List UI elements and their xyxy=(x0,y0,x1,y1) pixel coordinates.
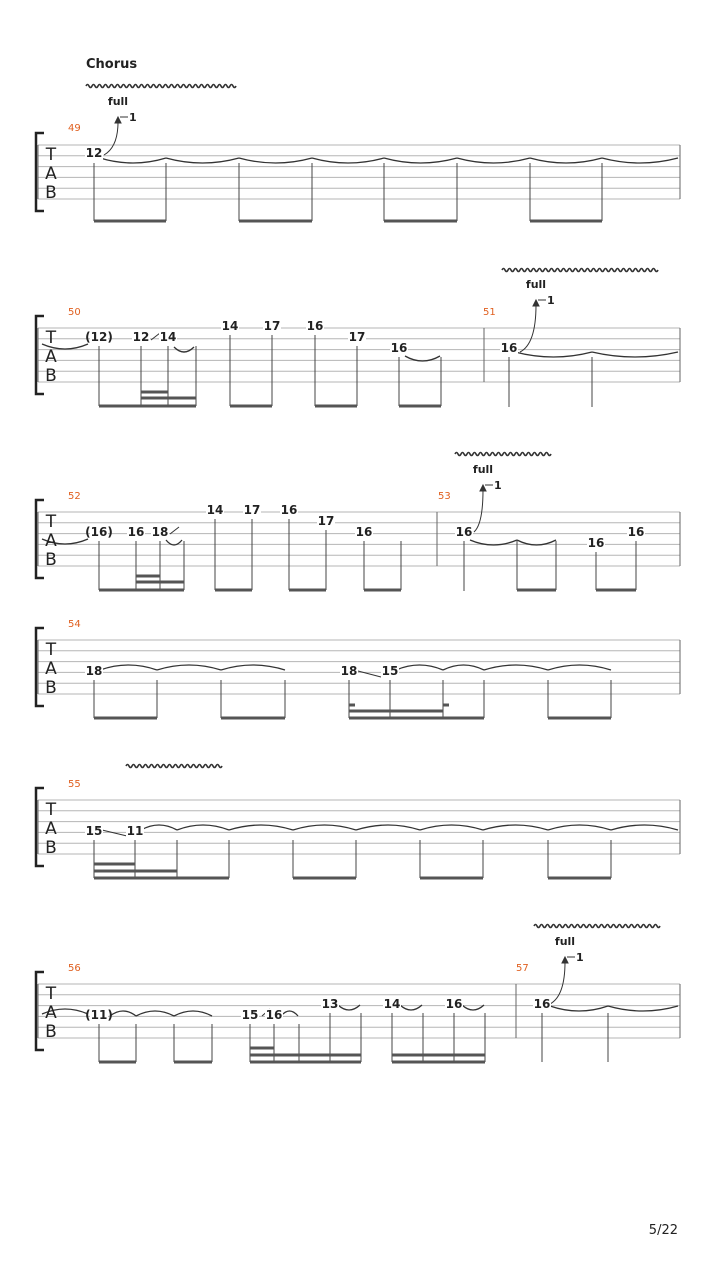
fret-number: 18 xyxy=(340,664,358,678)
fret-number: 16 xyxy=(627,525,645,539)
tab-clef-letter: A xyxy=(45,347,57,367)
fret-number: 13 xyxy=(321,997,339,1011)
fret-number: 16 xyxy=(500,341,518,355)
tab-clef-letter: A xyxy=(45,1003,57,1023)
bend-arrowhead xyxy=(115,117,121,123)
vibrato-line xyxy=(86,85,236,88)
tie-arc xyxy=(281,1011,298,1016)
tie-arc xyxy=(548,825,611,830)
tab-clef-letter: B xyxy=(45,366,57,386)
tab-clef-letter: B xyxy=(45,1022,57,1042)
tab-clef-letter: A xyxy=(45,164,57,184)
bend-curve xyxy=(104,122,118,155)
tab-clef-letter: T xyxy=(45,984,57,1004)
measure-number: 54 xyxy=(68,619,81,630)
fret-number: 17 xyxy=(243,503,261,517)
tie-arc xyxy=(602,158,678,163)
tie-arc xyxy=(443,665,484,670)
slide-line xyxy=(170,527,179,534)
vibrato-line xyxy=(534,925,660,928)
measure-number: 50 xyxy=(68,307,81,318)
tie-arc xyxy=(611,825,678,830)
tab-clef-letter: T xyxy=(45,640,57,660)
tie-arc xyxy=(592,352,678,357)
tie-arc xyxy=(548,665,611,670)
fret-number: 18 xyxy=(151,525,169,539)
tie-arc xyxy=(384,158,457,163)
tie-arc xyxy=(312,158,384,163)
tie-arc xyxy=(515,352,592,357)
fret-number: 17 xyxy=(263,319,281,333)
tie-arc xyxy=(420,825,483,830)
tie-arc xyxy=(100,158,166,163)
tie-arc xyxy=(229,825,293,830)
bend-amount: 1 xyxy=(494,479,502,492)
tab-clef-letter: A xyxy=(45,659,57,679)
measure-number: 52 xyxy=(68,491,81,502)
bend-arrowhead xyxy=(562,957,568,963)
bend-amount: 1 xyxy=(129,111,137,124)
fret-number: 16 xyxy=(445,997,463,1011)
tie-arc xyxy=(141,825,177,830)
tie-arc xyxy=(239,158,312,163)
tab-clef-letter: T xyxy=(45,800,57,820)
slide-line xyxy=(102,830,127,836)
fret-number: 17 xyxy=(317,514,335,528)
vibrato-line xyxy=(455,453,551,456)
tab-clef-letter: B xyxy=(45,678,57,698)
tie-arc xyxy=(457,158,530,163)
fret-number: 14 xyxy=(159,330,177,344)
tab-clef-letter: A xyxy=(45,819,57,839)
fret-number: 16 xyxy=(355,525,373,539)
fret-number: 15 xyxy=(241,1008,259,1022)
fret-number: 12 xyxy=(85,146,103,160)
tie-arc xyxy=(356,825,420,830)
tie-arc xyxy=(110,1011,136,1016)
fret-number: 14 xyxy=(206,503,224,517)
tie-arc xyxy=(293,825,356,830)
tie-arc xyxy=(174,1011,212,1016)
tie-arc xyxy=(177,825,229,830)
fret-number: 11 xyxy=(126,824,144,838)
bend-amount: 1 xyxy=(576,951,584,964)
fret-number: 16 xyxy=(390,341,408,355)
tab-clef-letter: B xyxy=(45,550,57,570)
tie-arc xyxy=(484,665,548,670)
page-number: 5/22 xyxy=(648,1223,678,1238)
measure-number: 56 xyxy=(68,963,81,974)
bend-label: full xyxy=(107,95,129,108)
fret-number: 16 xyxy=(455,525,473,539)
vibrato-line xyxy=(502,269,658,272)
tie-arc xyxy=(166,158,239,163)
fret-number: 14 xyxy=(221,319,239,333)
fret-number: 16 xyxy=(587,536,605,550)
fret-number: 15 xyxy=(381,664,399,678)
fret-number: (11) xyxy=(85,1008,113,1022)
vibrato-line xyxy=(126,765,222,768)
fret-number: 14 xyxy=(383,997,401,1011)
tie-arc xyxy=(608,1006,678,1011)
tab-clef-letter: T xyxy=(45,145,57,165)
fret-number: 16 xyxy=(280,503,298,517)
measure-number: 53 xyxy=(438,491,451,502)
tie-arc xyxy=(483,825,548,830)
tie-arc xyxy=(396,665,443,670)
fret-number: 16 xyxy=(533,997,551,1011)
measure-number: 51 xyxy=(483,307,496,318)
tab-clef-letter: B xyxy=(45,183,57,203)
bend-label: full xyxy=(554,935,576,948)
measure-number: 57 xyxy=(516,963,529,974)
bend-arrowhead xyxy=(480,485,486,491)
fret-number: 15 xyxy=(85,824,103,838)
measure-number: 55 xyxy=(68,779,81,790)
fret-number: 17 xyxy=(348,330,366,344)
fret-number: 12 xyxy=(132,330,150,344)
bend-curve xyxy=(550,962,565,1004)
fret-number: (12) xyxy=(85,330,113,344)
tab-clef-letter: A xyxy=(45,531,57,551)
tab-clef-letter: T xyxy=(45,512,57,532)
tie-arc xyxy=(136,1011,174,1016)
fret-number: 18 xyxy=(85,664,103,678)
section-label: Chorus xyxy=(86,57,138,72)
bend-label: full xyxy=(525,278,547,291)
tab-clef-letter: B xyxy=(45,838,57,858)
measure-number: 49 xyxy=(68,123,81,134)
bend-label: full xyxy=(472,463,494,476)
tie-arc xyxy=(100,665,157,670)
fret-number: (16) xyxy=(85,525,113,539)
tie-arc xyxy=(530,158,602,163)
tab-clef-letter: T xyxy=(45,328,57,348)
bend-arrowhead xyxy=(533,300,539,306)
bend-curve xyxy=(474,490,483,532)
fret-number: 16 xyxy=(127,525,145,539)
fret-number: 16 xyxy=(265,1008,283,1022)
tie-arc xyxy=(550,1006,608,1011)
bend-amount: 1 xyxy=(547,294,555,307)
tie-arc xyxy=(157,665,221,670)
fret-number: 16 xyxy=(306,319,324,333)
tie-arc xyxy=(221,665,285,670)
